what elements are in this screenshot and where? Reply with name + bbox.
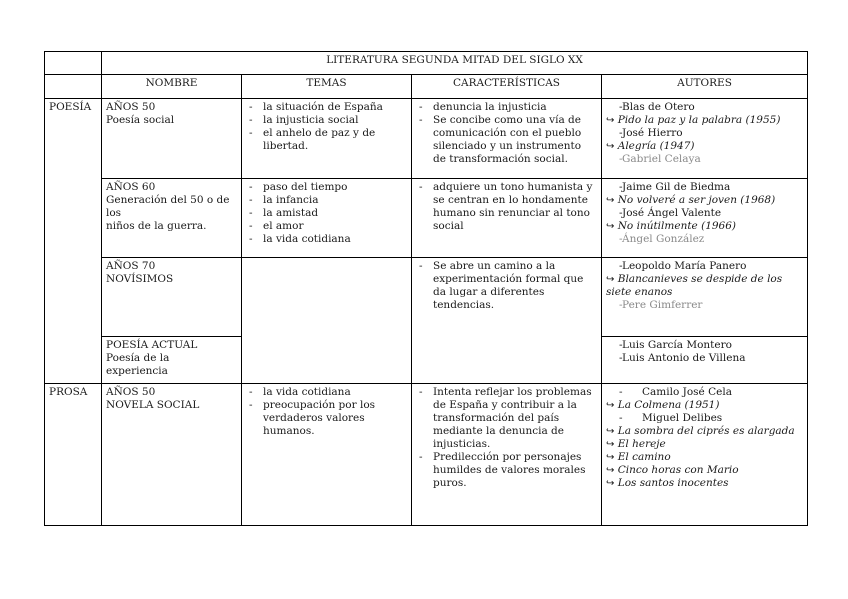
author-name: - Gabriel Celaya	[606, 153, 803, 166]
movement-label: niños de la guerra.	[106, 220, 207, 232]
list-item: - el amor	[246, 220, 407, 233]
author-name: - José Hierro	[606, 127, 803, 140]
arrow-icon: ↪	[606, 115, 615, 126]
table-title: LITERATURA SEGUNDA MITAD DEL SIGLO XX	[102, 52, 808, 75]
corner-cell	[45, 52, 102, 75]
header-caracteristicas: CARACTERÍSTICAS	[412, 75, 602, 99]
author-name: - Leopoldo María Panero	[606, 260, 803, 273]
list-item: - paso del tiempo	[246, 181, 407, 194]
header-nombre: NOMBRE	[102, 75, 242, 99]
genre-poesia: POESÍA	[45, 99, 102, 384]
movement-label: Generación del 50 o de los	[106, 194, 230, 219]
work-title: ↪ Blancanieves se despide de los siete enanos	[606, 273, 783, 298]
author-name: - Camilo José Cela	[606, 386, 803, 399]
poesia-60-caracteristicas	[412, 179, 602, 258]
movement-label: Poesía social	[106, 114, 175, 126]
work-title: ↪ Los santos inocentes	[606, 477, 729, 489]
list-item: - la injusticia social	[246, 114, 407, 127]
author-name: - Luis Antonio de Villena	[606, 352, 803, 365]
movement-label: experiencia	[106, 365, 168, 377]
list-item: - el anhelo de paz y de libertad.	[246, 127, 407, 153]
arrow-icon: ↪	[606, 221, 615, 232]
empty-header-cell	[45, 75, 102, 99]
list-item: - Intenta reflejar los problemas de España y contribuir a la transformación del país mediante la denuncia de injusticias.	[416, 386, 597, 451]
list-item: - la amistad	[246, 207, 407, 220]
arrow-icon: ↪	[606, 400, 615, 411]
author-name: - José Ángel Valente	[606, 207, 803, 220]
list-item: - Se abre un camino a la experimentación formal que da lugar a diferentes tendencias.	[416, 260, 597, 312]
period-label: AÑOS 60	[106, 181, 156, 193]
list-item: - Se concibe como una vía de comunicación con el pueblo silenciado y un instrumento de transformación social.	[416, 114, 597, 166]
period-label: AÑOS 50	[106, 386, 156, 398]
work-title: ↪ Cinco horas con Mario	[606, 464, 739, 476]
author-name: - Miguel Delibes	[606, 412, 803, 425]
list-item: - la infancia	[246, 194, 407, 207]
list-item: - la vida cotidiana	[246, 233, 407, 246]
author-name: - Pere Gimferrer	[606, 299, 803, 312]
poesia-50-autores	[602, 99, 808, 179]
work-title: ↪ La sombra del ciprés es alargada	[606, 425, 795, 437]
arrow-icon: ↪	[606, 426, 615, 437]
arrow-icon: ↪	[606, 465, 615, 476]
author-name: - Blas de Otero	[606, 101, 803, 114]
genre-prosa: PROSA	[45, 384, 102, 526]
work-title: ↪ No volveré a ser joven (1968)	[606, 194, 776, 206]
poesia-70-temas	[242, 258, 412, 384]
poesia-70-nombre	[102, 258, 242, 337]
prosa-autores	[602, 384, 808, 526]
work-title: ↪ El camino	[606, 451, 671, 463]
list-item: - preocupación por los verdaderos valores humanos.	[246, 399, 407, 438]
period-label: AÑOS 50	[106, 101, 156, 113]
prosa-caracteristicas	[412, 384, 602, 526]
poesia-60-autores	[602, 179, 808, 258]
poesia-actual-nombre	[102, 337, 242, 384]
period-label: AÑOS 70	[106, 260, 156, 272]
poesia-50-caracteristicas	[412, 99, 602, 179]
list-item: - adquiere un tono humanista y se centran en lo hondamente humano sin renunciar al tono social	[416, 181, 597, 233]
header-autores: AUTORES	[602, 75, 808, 99]
poesia-70-autores	[602, 258, 808, 337]
poesia-60-nombre	[102, 179, 242, 258]
list-item: - Predilección por personajes humildes de valores morales puros.	[416, 451, 597, 490]
poesia-50-nombre	[102, 99, 242, 179]
arrow-icon: ↪	[606, 195, 615, 206]
poesia-actual-autores	[602, 337, 808, 384]
arrow-icon: ↪	[606, 439, 615, 450]
author-name: - Ángel González	[606, 233, 803, 246]
work-title: ↪ El hereje	[606, 438, 666, 450]
literature-table	[44, 51, 808, 526]
author-name: - Jaime Gil de Biedma	[606, 181, 803, 194]
movement-label: Poesía de la	[106, 352, 170, 364]
work-title: ↪ La Colmena (1951)	[606, 399, 720, 411]
arrow-icon: ↪	[606, 478, 615, 489]
list-item: - la vida cotidiana	[246, 386, 407, 399]
work-title: ↪ No inútilmente (1966)	[606, 220, 737, 232]
arrow-icon: ↪	[606, 452, 615, 463]
prosa-temas	[242, 384, 412, 526]
arrow-icon: ↪	[606, 141, 615, 152]
poesia-60-temas	[242, 179, 412, 258]
arrow-icon: ↪	[606, 274, 615, 285]
poesia-50-temas	[242, 99, 412, 179]
poesia-70-caracteristicas	[412, 258, 602, 384]
movement-label: NOVELA SOCIAL	[106, 399, 200, 411]
author-name: - Luis García Montero	[606, 339, 803, 352]
movement-label: NOVÍSIMOS	[106, 273, 174, 285]
prosa-nombre	[102, 384, 242, 526]
period-label: POESÍA ACTUAL	[106, 339, 198, 351]
work-title: ↪ Pido la paz y la palabra (1955)	[606, 114, 781, 126]
header-temas: TEMAS	[242, 75, 412, 99]
work-title: ↪ Alegría (1947)	[606, 140, 695, 152]
list-item: - denuncia la injusticia	[416, 101, 597, 114]
list-item: - la situación de España	[246, 101, 407, 114]
